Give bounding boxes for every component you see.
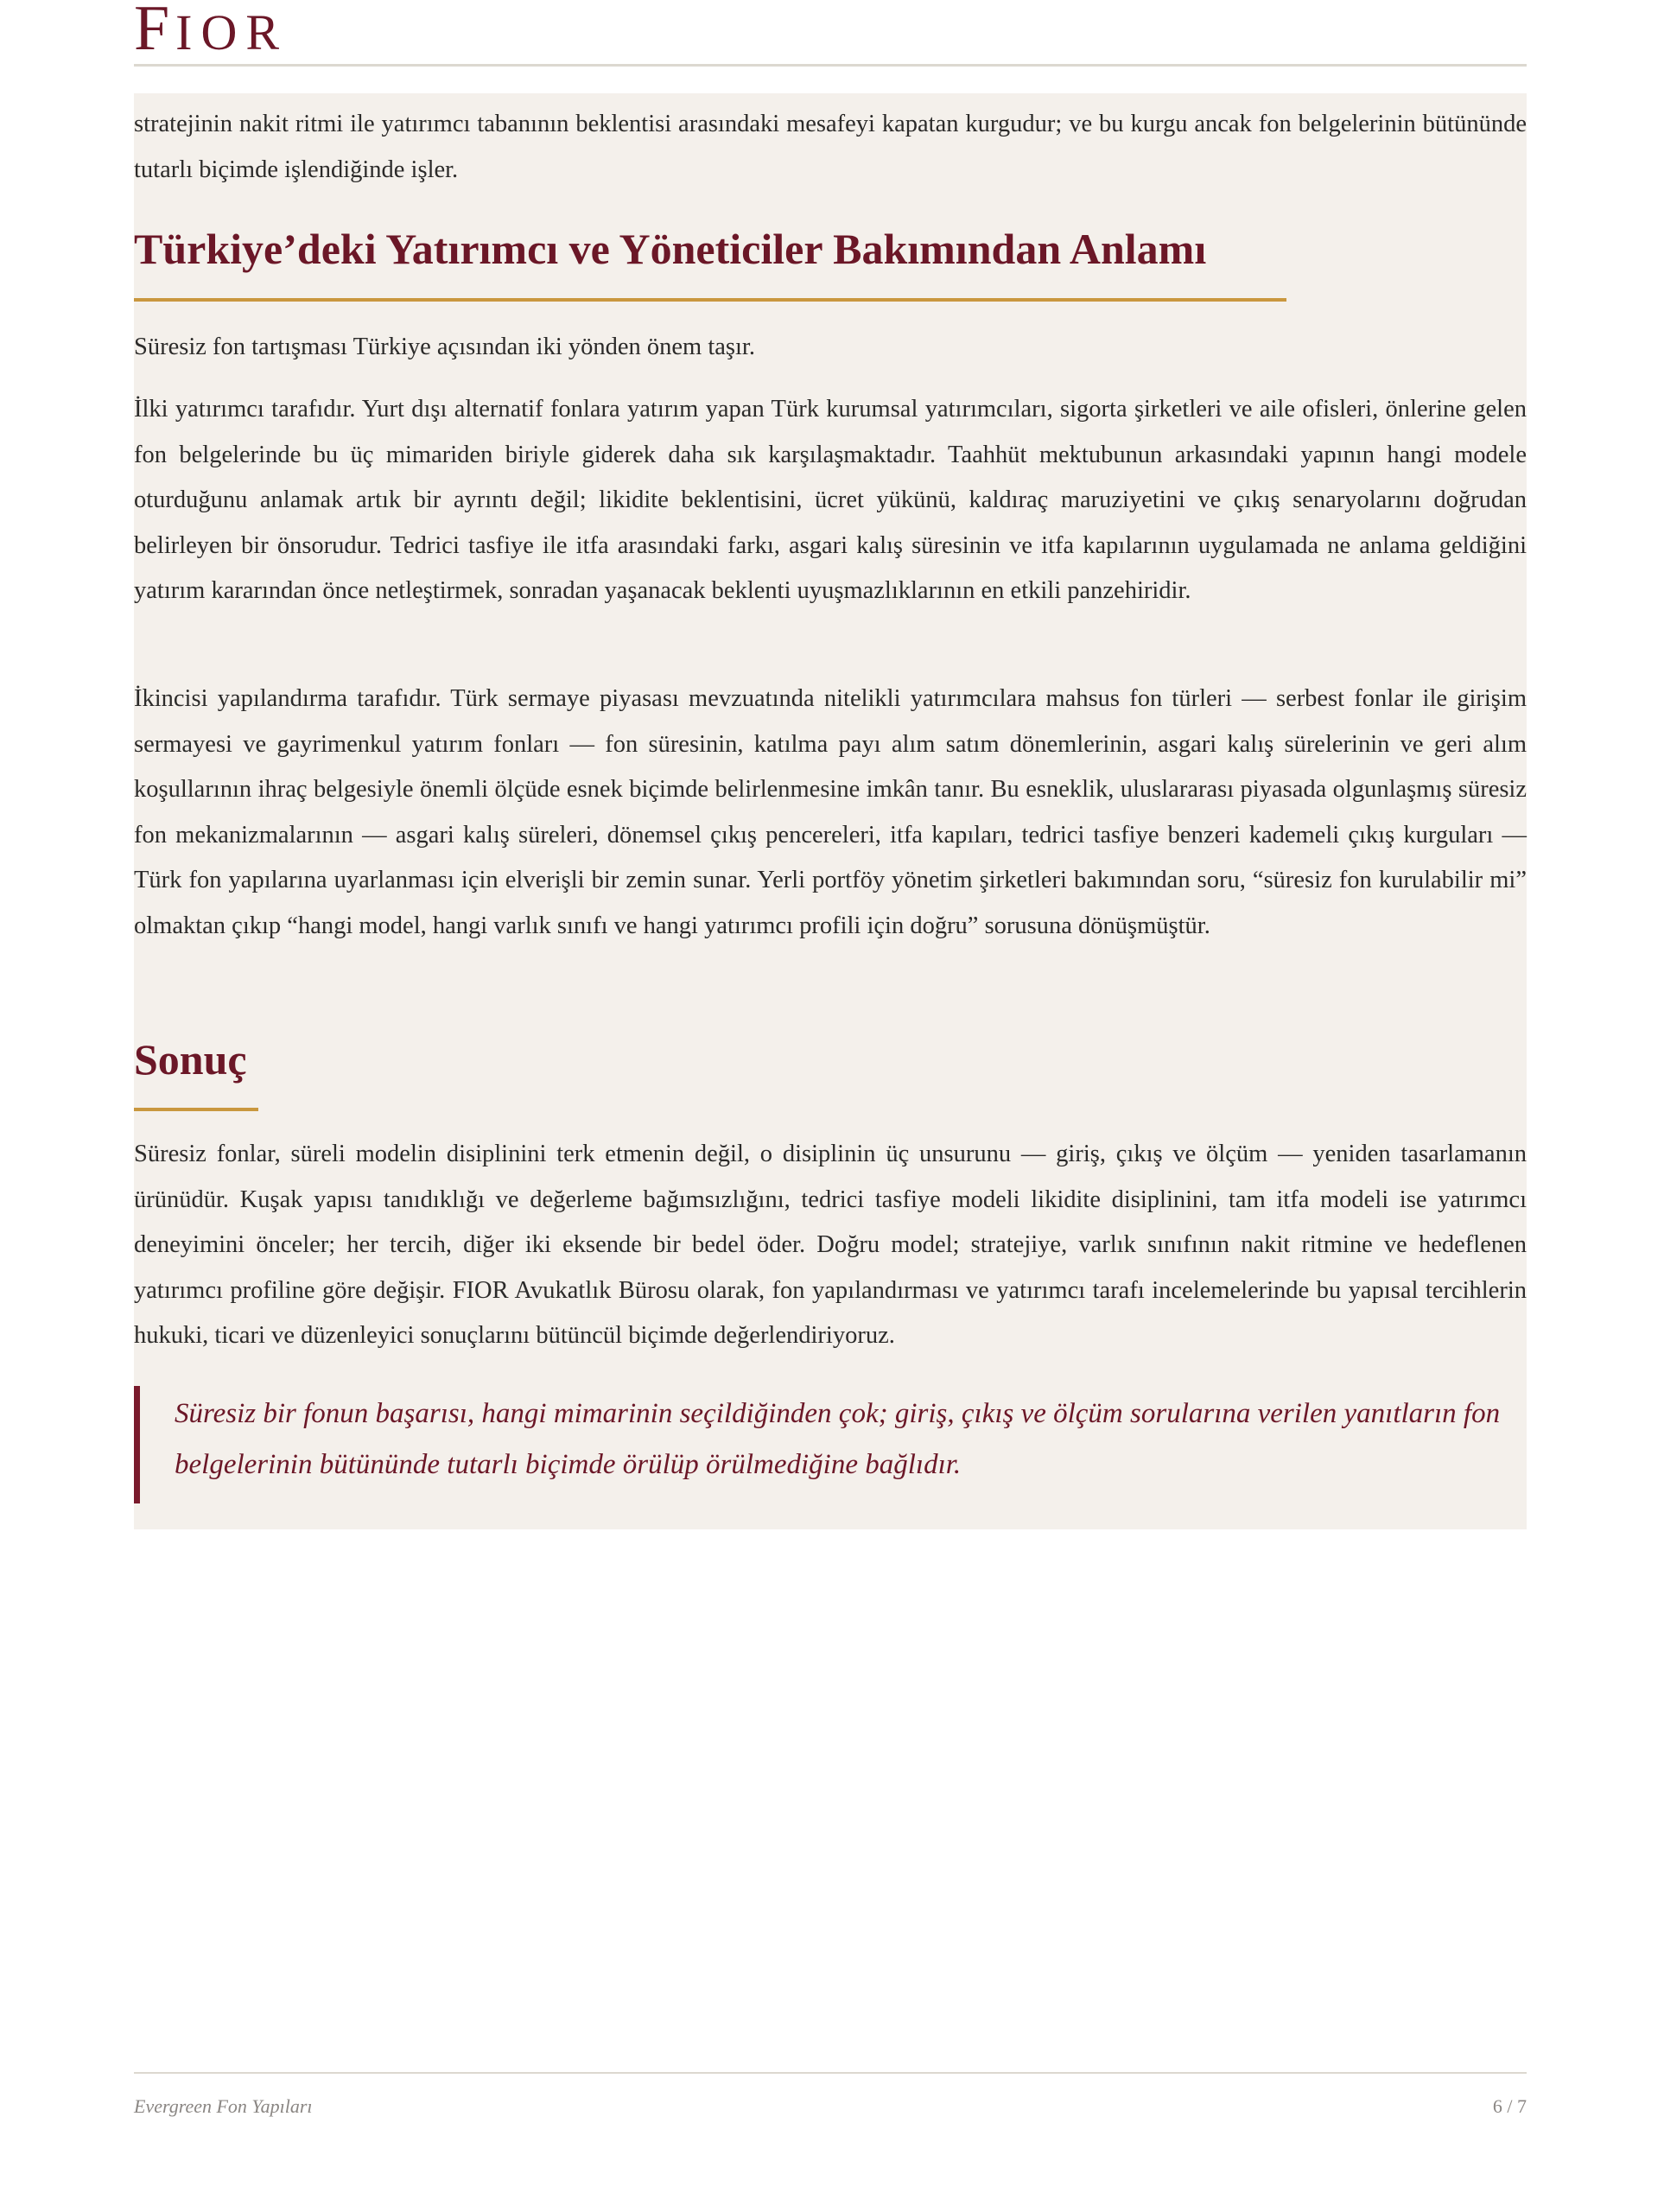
brand-initial: F	[134, 0, 176, 64]
page-number: 6 / 7	[1492, 2095, 1527, 2117]
brand-rest: IOR	[175, 4, 289, 60]
section1-paragraph-2: İlki yatırımcı tarafıdır. Yurt dışı alternatif fonlara yatırım yapan Türk kurumsal yatırımcıları, sigorta şirketleri ve aile ofisleri, önlerine gelen fon belgelerinde bu üç mimariden biriyle giderek daha sık karşılaşmaktadır. Taahhüt mektubunun arkasındaki yapının hangi modele oturduğunu anlamak artık bir ayrıntı değil; likidite beklentisini, ücret yükünü, kaldıraç maruziyetini ve çıkış senaryolarını doğrudan belirleyen bir önsorudur. Tedrici tasfiye ile itfa arasındaki farkı, asgari kalış süresinin ve itfa kapılarının uygulamada ne anlama geldiğini yatırım kararından önce netleştirmek, sonradan yaşanacak beklenti uyuşmazlıklarının en etkili panzehiridir.	[134, 396, 1527, 605]
conclusion-paragraph: Süresiz fonlar, süreli modelin disiplinini terk etmenin değil, o disiplinin üç unsurunu — giriş, çıkış ve ölçüm — yeniden tasarlamanın ürünüdür. Kuşak yapısı tanıdıklığı ve değerleme bağımsızlığını, tedrici tasfiye modeli likidite disiplinini, tam itfa modeli ise yatırımcı deneyimini önceler; her tercih, diğer iki eksende bir bedel öder. Doğru model; stratejiye, varlık sınıfının nakit ritmine ve hedeflenen yatırımcı profiline göre değişir. FIOR Avukatlık Bürosu olarak, fon yapılandırması ve yatırımcı tarafı incelemelerinde bu yapısal tercihlerin hukuki, ticari ve düzenleyici sonuçlarını bütüncül biçimde değerlendiriyoruz.	[134, 1141, 1527, 1350]
section1-paragraph-1: Süresiz fon tartışması Türkiye açısından iki yönden önem taşır.	[134, 334, 755, 360]
footer-divider	[134, 2072, 1527, 2074]
section-heading-turkey: Türkiye’deki Yatırımcı ve Yöneticiler Bakımından Anlamı	[134, 225, 1207, 273]
pull-quote-text: Süresiz bir fonun başarısı, hangi mimarinin seçildiğinden çok; giriş, çıkış ve ölçüm sorularına verilen yanıtların fon belgelerinin bütününde tutarlı biçimde örülüp örülmediğine bağlıdır.	[175, 1398, 1501, 1480]
article-body	[134, 93, 1527, 1529]
brand-logo	[134, 0, 289, 64]
heading-underline	[134, 298, 1286, 302]
page-header	[134, 0, 1527, 67]
footer-document-title: Evergreen Fon Yapıları	[134, 2095, 313, 2117]
section-heading-conclusion: Sonuç	[134, 1035, 247, 1084]
pull-quote	[134, 1386, 1527, 1503]
intro-paragraph: stratejinin nakit ritmi ile yatırımcı tabanının beklentisi arasındaki mesafeyi kapatan kurgudur; ve bu kurgu ancak fon belgelerinin bütününde tutarlı biçimde işlendiğinde işler.	[134, 111, 1527, 183]
section1-paragraph-3: İkincisi yapılandırma tarafıdır. Türk sermaye piyasası mevzuatında nitelikli yatırımcılara mahsus fon türleri — serbest fonlar ile girişim sermayesi ve gayrimenkul yatırım fonları — fon süresinin, katılma payı alım satım dönemlerinin, asgari kalış sürelerinin ve geri alım koşullarının ihraç belgesiyle önemli ölçüde esnek biçimde belirlenmesine imkân tanır. Bu esneklik, uluslararası piyasada olgunlaşmış süresiz fon mekanizmalarının — asgari kalış süreleri, dönemsel çıkış pencereleri, itfa kapıları, tedrici tasfiye benzeri kademeli çıkış kurguları — Türk fon yapılarına uyarlanması için elverişli bir zemin sunar. Yerli portföy yönetim şirketleri bakımından soru, “süresiz fon kurulabilir mi” olmaktan çıkıp “hangi model, hangi varlık sınıfı ve hangi yatırımcı profili için doğru” sorusuna dönüşmüştür.	[134, 685, 1527, 939]
heading-underline	[134, 1108, 258, 1111]
